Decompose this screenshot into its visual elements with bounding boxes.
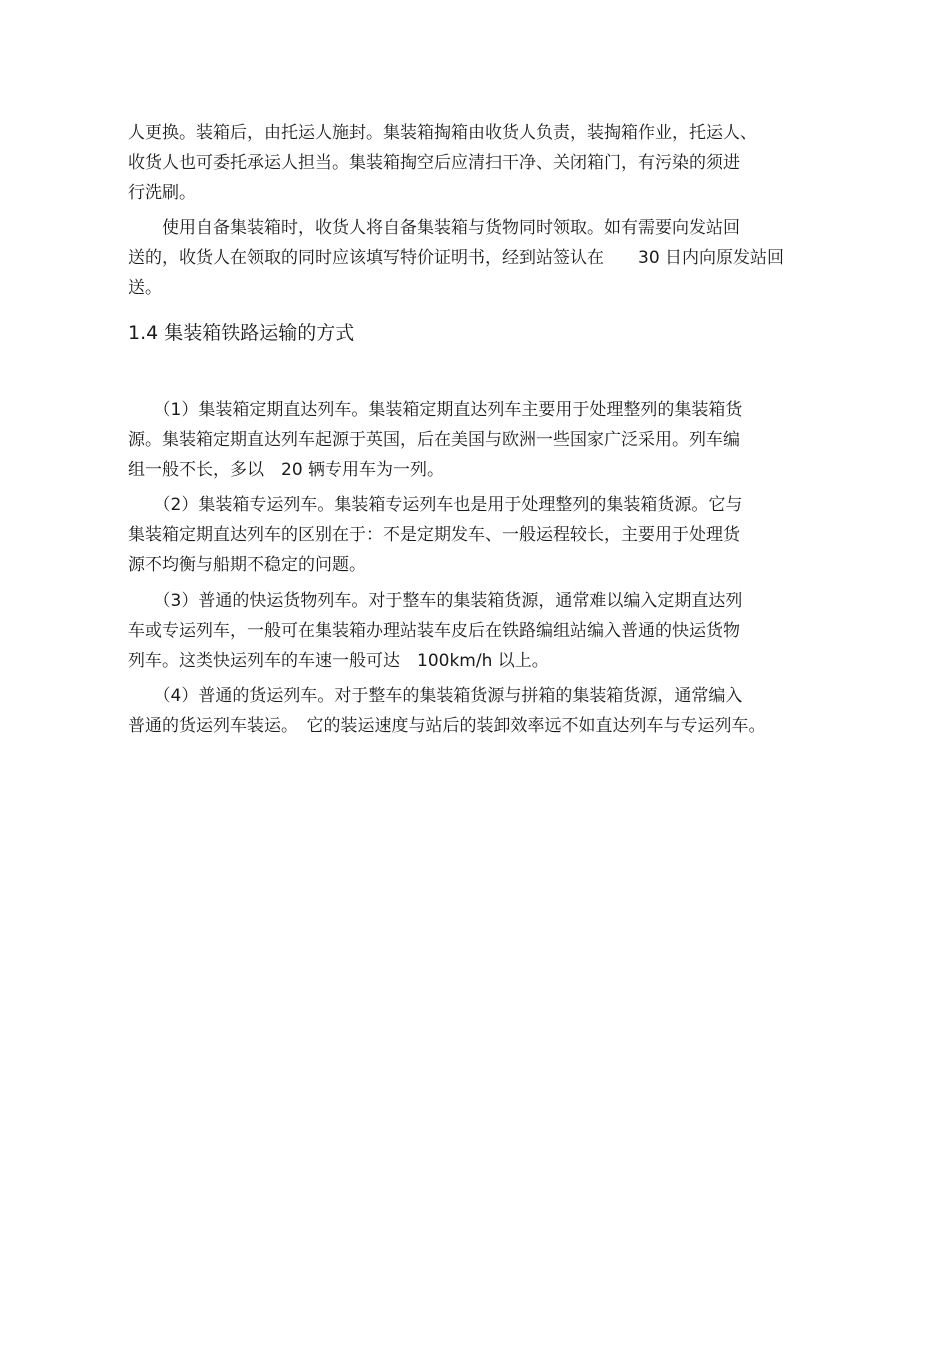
text-line: （2）集装箱专运列车。集装箱专运列车也是用于处理整列的集装箱货源。它与 (128, 495, 743, 515)
text-line: 使用自备集装箱时，收货人将自备集装箱与货物同时领取。如有需要向发站回 (128, 218, 740, 238)
text-line: 源。集装箱定期直达列车起源于英国，后在美国与欧洲一些国家广泛采用。列车编 (128, 430, 740, 450)
text-line: 行洗刷。 (128, 183, 196, 203)
text-line: （3）普通的快运货物列车。对于整车的集装箱货源，通常难以编入定期直达列 (128, 591, 743, 611)
text-line: 列车。这类快运列车的车速一般可达 100km/h 以上。 (128, 651, 549, 671)
text-line: 组一般不长，多以 20 辆专用车为一列。 (128, 460, 445, 480)
paragraph-self-owned-container (128, 213, 828, 303)
paragraph-ordinary-freight-train (128, 681, 828, 741)
text-line: 普通的货运列车装运。 它的装运速度与站后的装卸效率远不如直达列车与专运列车。 (128, 716, 766, 736)
text-line: 集装箱定期直达列车的区别在于：不是定期发车、一般运程较长，主要用于处理货 (128, 525, 740, 545)
paragraph-express-freight-train (128, 586, 828, 676)
text-line: （1）集装箱定期直达列车。集装箱定期直达列车主要用于处理整列的集装箱货 (128, 400, 743, 420)
text-line: 车或专运列车，一般可在集装箱办理站装车皮后在铁路编组站编入普通的快运货物 (128, 621, 740, 641)
text-line: 送的，收货人在领取的同时应该填写特价证明书，经到站签认在 30 日内向原发站回 (128, 248, 785, 268)
text-line: 送。 (128, 278, 162, 298)
paragraph-dedicated-train (128, 490, 828, 580)
text-line: 源不均衡与船期不稳定的问题。 (128, 555, 366, 575)
text-line: 收货人也可委托承运人担当。集装箱掏空后应清扫干净、关闭箱门，有污染的须进 (128, 153, 740, 173)
paragraph-container-unloading (128, 118, 828, 208)
paragraph-scheduled-direct-train (128, 395, 828, 485)
text-line: 人更换。装箱后，由托运人施封。集装箱掏箱由收货人负责，装掏箱作业，托运人、 (128, 123, 757, 143)
text-line: （4）普通的货运列车。对于整车的集装箱货源与拼箱的集装箱货源，通常编入 (128, 686, 743, 706)
section-heading: 1.4 集装箱铁路运输的方式 (128, 322, 355, 344)
